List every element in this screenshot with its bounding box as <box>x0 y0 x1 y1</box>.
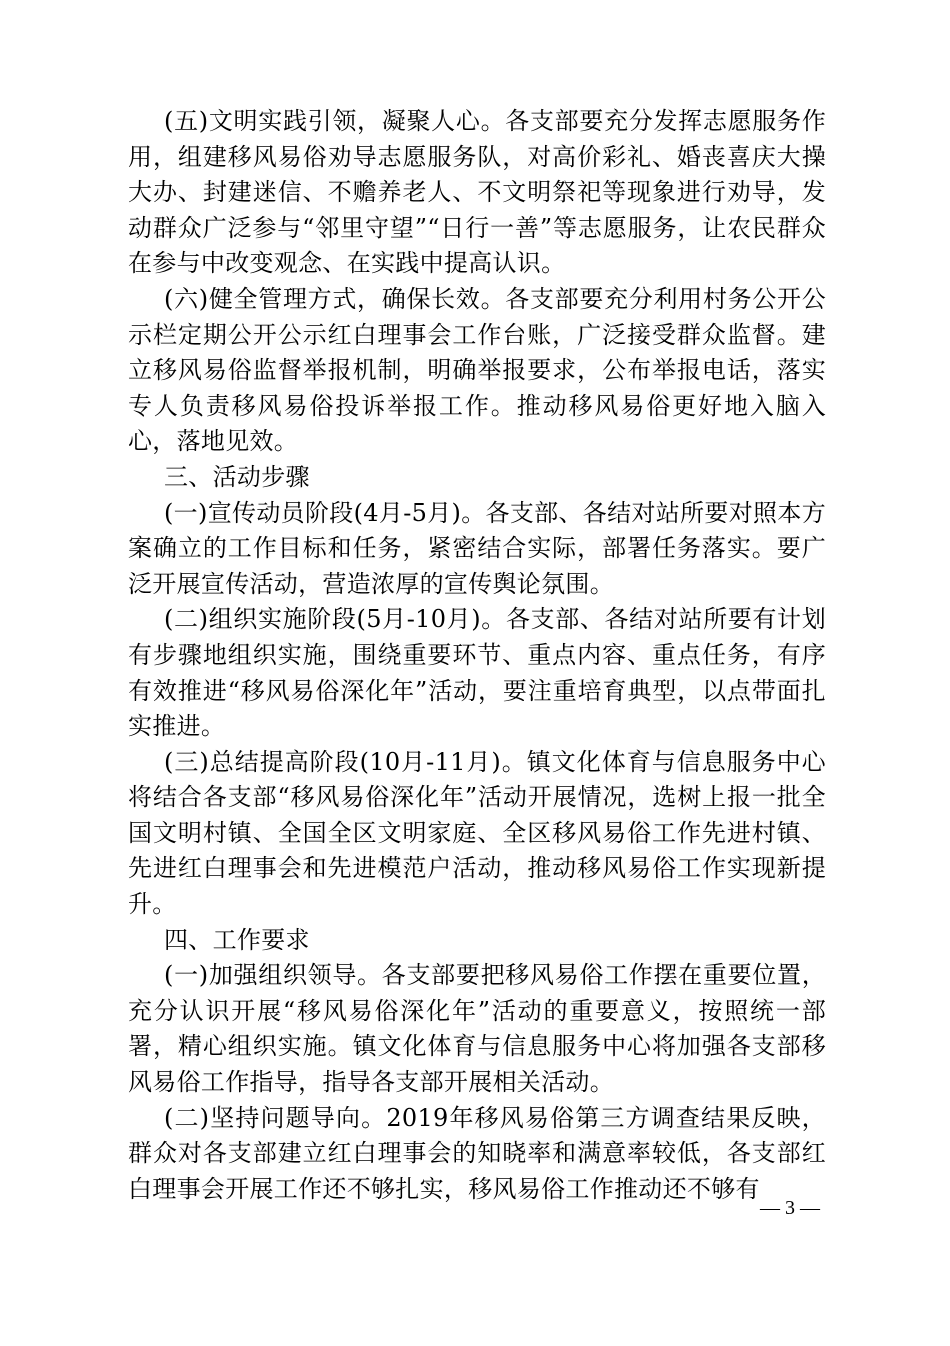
paragraph-implementation-stage: (二)组织实施阶段(5月-10月)。各支部、各结对站所要有计划有步骤地组织实施，围绕重要环节、重点内容、重点任务，有序有效推进“移风易俗深化年”活动，要注重培育典型，以点带面扎实推进。 <box>128 605 826 741</box>
paragraph-strengthen-leadership: (一)加强组织领导。各支部要把移风易俗工作摆在重要位置，充分认识开展“移风易俗深化年”活动的重要意义，按照统一部署，精心组织实施。镇文化体育与信息服务中心将加强各支部移风易俗工作指导，指导各支部开展相关活动。 <box>128 961 826 1097</box>
paragraph-civilization-practice: (五)文明实践引领，凝聚人心。各支部要充分发挥志愿服务作用，组建移风易俗劝导志愿服务队，对高价彩礼、婚丧喜庆大操大办、封建迷信、不赡养老人、不文明祭祀等现象进行劝导，发动群众广泛参与“邻里守望”“日行一善”等志愿服务，让农民群众在参与中改变观念、在实践中提高认识。 <box>128 107 826 278</box>
paragraph-publicity-stage: (一)宣传动员阶段(4月-5月)。各支部、各结对站所要对照本方案确立的工作目标和任务，紧密结合实际，部署任务落实。要广泛开展宣传活动，营造浓厚的宣传舆论氛围。 <box>128 498 826 598</box>
section-heading-work-requirements: 四、工作要求 <box>164 925 310 954</box>
paragraph-management-methods: (六)健全管理方式，确保长效。各支部要充分利用村务公开公示栏定期公开公示红白理事会工作台账，广泛接受群众监督。建立移风易俗监督举报机制，明确举报要求，公布举报电话，落实专人负责移风易俗投诉举报工作。推动移风易俗更好地入脑入心，落地见效。 <box>128 284 826 456</box>
paragraph-problem-orientation: (二)坚持问题导向。2019年移风易俗第三方调查结果反映，群众对各支部建立红白理事会的知晓率和满意率较低，各支部红白理事会开展工作还不够扎实，移风易俗工作推动还不够有 <box>128 1103 826 1203</box>
paragraph-summary-stage: (三)总结提高阶段(10月-11月)。镇文化体育与信息服务中心将结合各支部“移风易俗深化年”活动开展情况，选树上报一批全国文明村镇、全国全区文明家庭、全区移风易俗工作先进村镇、先进红白理事会和先进模范户活动，推动移风易俗工作实现新提升。 <box>128 747 826 919</box>
page-number: — 3 — <box>760 1197 820 1219</box>
document-body <box>128 104 826 1207</box>
section-heading-activity-steps: 三、活动步骤 <box>164 462 310 491</box>
